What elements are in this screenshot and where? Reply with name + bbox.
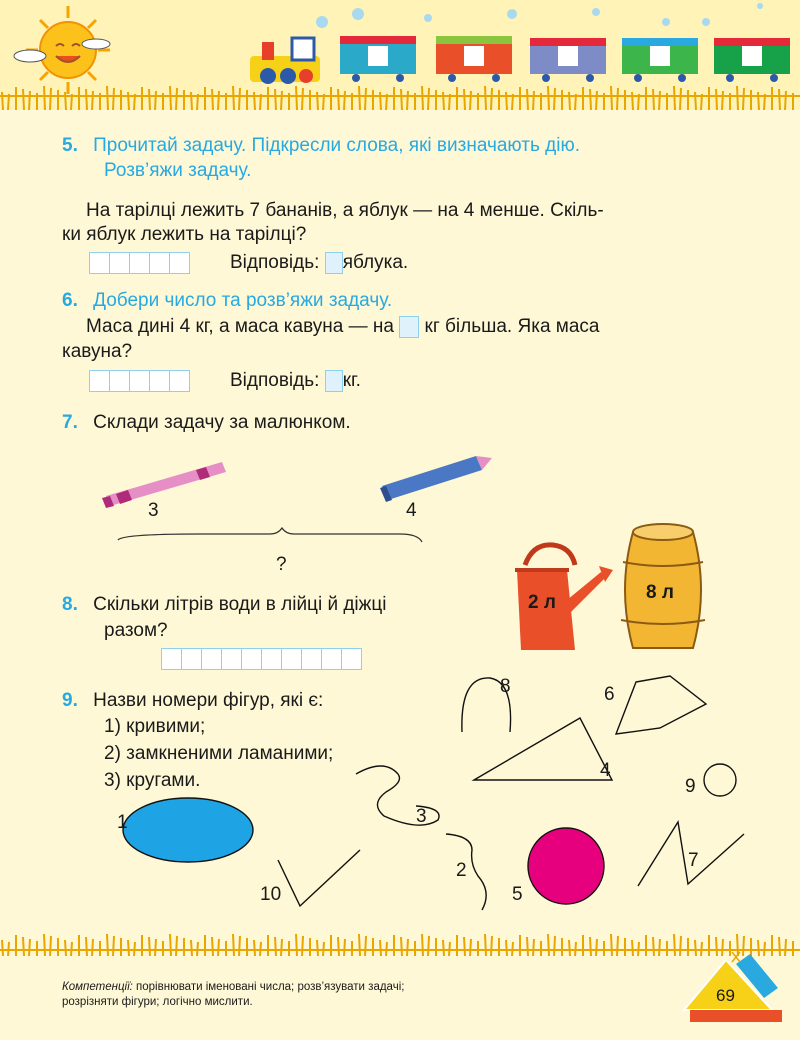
competencies-text-1: порівнювати іменовані числа; розв’язувати задачі; [132,981,405,993]
task-7-drawing [100,450,500,560]
sun-icon [14,6,110,94]
task-6-answer-label: Відповідь: [230,370,320,392]
page-number: 69 [716,986,735,1005]
figure-9-label: 9 [685,776,696,797]
figure-7-label: 7 [688,850,699,871]
task-6-instruction: Добери число та розв’яжи задачу. [93,290,393,311]
figure-3-label: 3 [416,806,427,827]
figure-8-label: 8 [500,676,511,697]
page-corner-decoration [680,950,790,1025]
task-5-number: 5. [62,135,78,156]
task-5-solution-cells[interactable] [90,252,190,274]
task-8-question-2: разом? [104,620,168,641]
wagon-4 [622,38,698,82]
task-9-item-2: 2) замкненими ламаними; [104,743,334,764]
figure-1-ellipse [123,798,253,862]
train-illustration [0,0,800,112]
task-6-header [62,290,392,312]
task-8-drawing [505,520,715,660]
task-5-header [62,135,580,157]
wagon-2 [436,36,512,82]
task-7-instruction: Склади задачу за малюнком. [93,412,351,433]
figure-9-small-circle [704,764,736,796]
task-7-right-value: 4 [406,500,417,521]
figure-1-label: 1 [117,812,128,833]
task-6-text-2: кавуна? [62,341,133,362]
task-6-text-1 [86,316,600,338]
task-6-solution-cells[interactable] [90,370,190,392]
competencies-text-2: розрізняти фігури; логічно мислити. [62,996,253,1008]
wagon-1 [340,36,416,82]
task-6-answer-unit: кг. [342,370,361,392]
figure-4-triangle [474,718,612,780]
task-5-text-1: На тарілці лежить 7 бананів, а яблук — на 4 менше. Скіль- [86,200,604,221]
task-6-answer [230,370,361,392]
task-6-text-part-b: кг більша. Яка маса [424,316,600,338]
task-8-question-1: Скільки літрів води в лійці й діжці [93,594,387,615]
figure-10-polyline [278,850,360,906]
barrel-label: 8 л [646,582,674,603]
task-9-item-3: 3) кругами. [104,770,201,791]
task-5-answer [230,252,408,274]
task-6-number-box[interactable] [399,316,419,338]
figure-4-label: 4 [600,760,611,781]
task-7-question-mark: ? [276,554,287,575]
figure-10-label: 10 [260,884,282,905]
task-6-answer-box[interactable] [325,370,343,392]
task-5-answer-label: Відповідь: [230,252,320,274]
task-6-text-part-a: Маса дині 4 кг, а маса кавуна — на [86,316,394,338]
task-8-solution-cells[interactable] [162,648,362,670]
marker-icon [102,462,226,508]
task-9-instruction: Назви номери фігур, які є: [93,690,324,711]
figure-5-label: 5 [512,884,523,905]
task-5-answer-unit: яблука. [342,252,409,274]
figure-2-label: 2 [456,860,467,881]
figure-6-pentagon [616,676,706,734]
task-9-number: 9. [62,690,78,711]
watering-can-label: 2 л [528,592,556,613]
task-7-header [62,412,351,434]
wagon-3 [530,38,606,82]
wagon-5 [714,38,790,82]
pencil-icon [380,456,492,502]
task-7-left-value: 3 [148,500,159,521]
competencies-note [62,980,404,1010]
figure-5-circle [528,828,604,904]
task-5-text-2: ки яблук лежить на тарілці? [62,224,307,245]
task-6-number: 6. [62,290,78,311]
task-5-instruction-2: Розв’яжи задачу. [104,160,252,181]
task-5-instruction: Прочитай задачу. Підкресли слова, які визначають дію. [93,135,580,156]
task-8-number: 8. [62,594,78,615]
task-9-figures [100,670,760,920]
locomotive [250,38,320,84]
task-7-number: 7. [62,412,78,433]
task-8-header [62,594,386,616]
task-5-answer-box[interactable] [325,252,343,274]
figure-3-curve [356,766,439,825]
figure-6-label: 6 [604,684,615,705]
task-9-item-1: 1) кривими; [104,716,206,737]
competencies-label: Компетенції: [62,981,133,993]
